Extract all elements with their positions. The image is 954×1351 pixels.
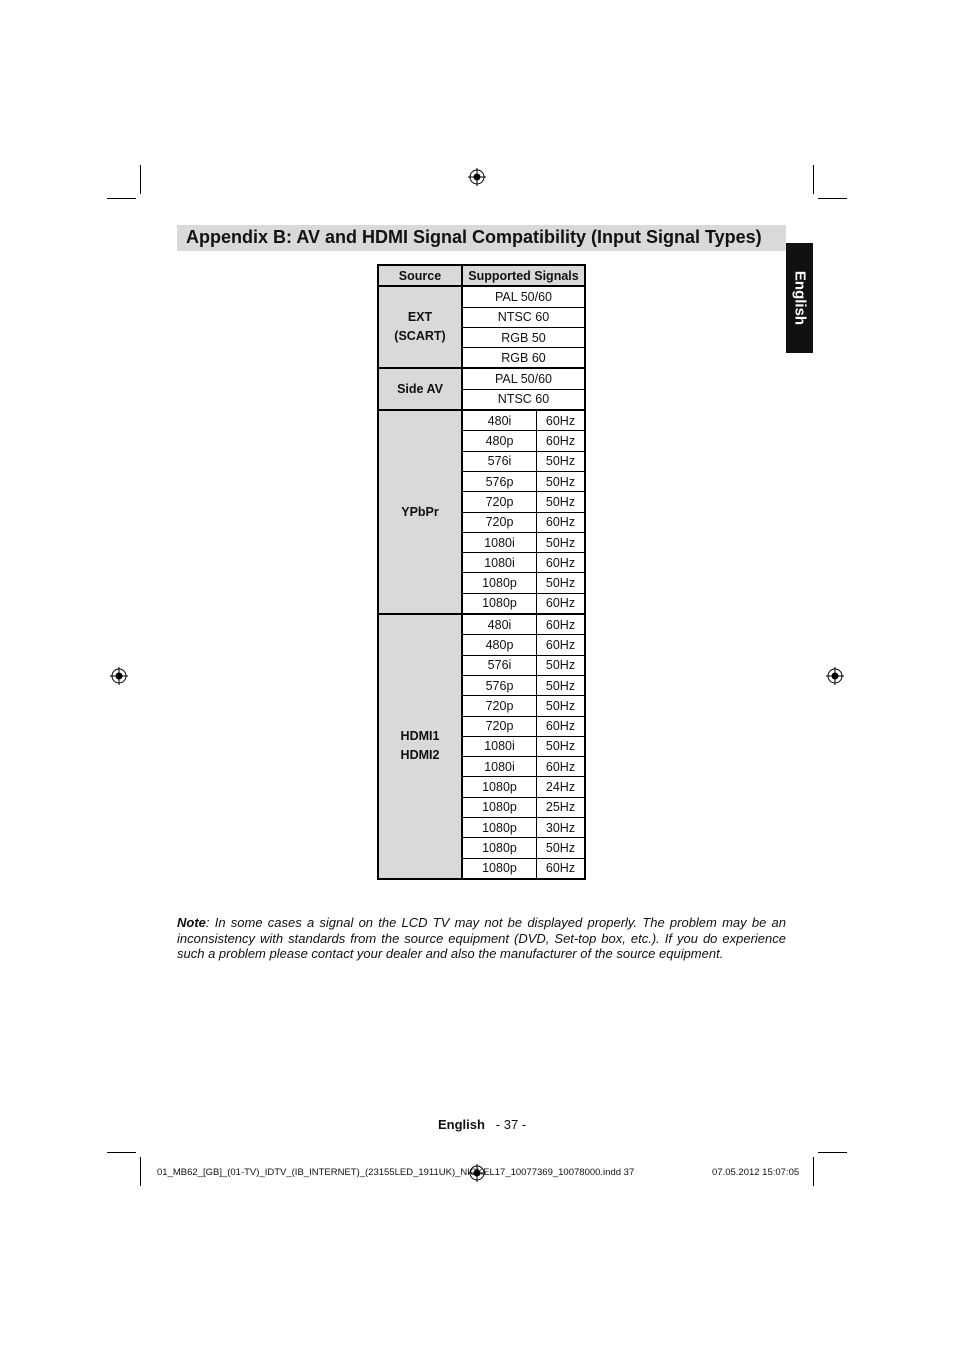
frequency-cell: 50Hz [537,532,586,552]
crop-mark [107,198,136,199]
frequency-cell: 60Hz [537,635,586,655]
source-label: HDMI1 [400,729,440,744]
source-cell [378,410,462,614]
frequency-cell: 60Hz [537,512,586,532]
resolution-cell: 1080p [462,593,537,614]
table-row [378,368,585,389]
resolution-cell: 1080p [462,573,537,593]
page-footer [438,1117,526,1132]
language-tab [786,243,813,353]
registration-mark-icon [826,667,844,685]
footer-language: English [438,1117,485,1132]
resolution-cell: 1080p [462,858,537,879]
crop-mark [140,1157,141,1186]
source-cell [378,614,462,879]
frequency-cell: 50Hz [537,451,586,471]
crop-mark [818,1152,847,1153]
source-label: YPbPr [401,504,439,519]
frequency-cell: 50Hz [537,655,586,675]
table-row [378,614,585,635]
note-paragraph [177,915,786,962]
resolution-cell: 480i [462,410,537,431]
note-text: : In some cases a signal on the LCD TV may not be displayed properly. The problem may be an inconsistency with standards from the source equipment (DVD, Set-top box, etc.). If you do experience such a problem please contact your dealer and also the manufacturer of the source equipment. [177,915,786,961]
frequency-cell: 60Hz [537,614,586,635]
page-number: - 37 - [495,1117,527,1132]
crop-mark [818,198,847,199]
print-slug-file: 01_MB62_[GB]_(01-TV)_IDTV_(IB_INTERNET)_(23155LED_1911UK)_NICKEL17_10077369_10078000.indd 37 [157,1167,635,1178]
frequency-cell: 60Hz [537,431,586,451]
registration-mark-icon [110,667,128,685]
frequency-cell: 60Hz [537,593,586,614]
resolution-cell: 1080i [462,532,537,552]
frequency-cell: 50Hz [537,675,586,695]
signal-cell: RGB 60 [462,348,585,369]
signal-cell: PAL 50/60 [462,368,585,389]
resolution-cell: 720p [462,696,537,716]
page-title: Appendix B: AV and HDMI Signal Compatibility (Input Signal Types) [186,227,762,247]
header-source: Source [378,265,462,286]
frequency-cell: 60Hz [537,716,586,736]
print-slug-date: 07.05.2012 15:07:05 [712,1167,800,1178]
crop-mark [813,1157,814,1186]
frequency-cell: 25Hz [537,797,586,817]
source-label: (SCART) [394,329,446,344]
signal-cell: RGB 50 [462,327,585,347]
source-cell [378,368,462,410]
frequency-cell: 50Hz [537,573,586,593]
header-supported-signals: Supported Signals [462,265,585,286]
resolution-cell: 1080i [462,553,537,573]
frequency-cell: 50Hz [537,696,586,716]
frequency-cell: 50Hz [537,736,586,756]
source-cell [378,286,462,368]
resolution-cell: 1080p [462,797,537,817]
title-bar [177,225,786,251]
resolution-cell: 720p [462,716,537,736]
resolution-cell: 480i [462,614,537,635]
resolution-cell: 1080p [462,818,537,838]
registration-mark-icon [468,168,486,186]
source-label: EXT [407,310,433,325]
resolution-cell: 720p [462,512,537,532]
table-row [378,410,585,431]
source-label: Side AV [397,381,443,396]
resolution-cell: 1080p [462,838,537,858]
resolution-cell: 480p [462,635,537,655]
crop-mark [813,165,814,194]
frequency-cell: 50Hz [537,471,586,491]
note-label: Note [177,915,206,930]
signal-cell: PAL 50/60 [462,286,585,307]
crop-mark [107,1152,136,1153]
resolution-cell: 1080i [462,757,537,777]
frequency-cell: 30Hz [537,818,586,838]
source-label: HDMI2 [400,748,440,763]
resolution-cell: 720p [462,492,537,512]
crop-mark [140,165,141,194]
frequency-cell: 60Hz [537,553,586,573]
frequency-cell: 50Hz [537,492,586,512]
signal-compatibility-table [377,264,586,880]
signal-cell: NTSC 60 [462,389,585,410]
frequency-cell: 24Hz [537,777,586,797]
resolution-cell: 1080i [462,736,537,756]
frequency-cell: 60Hz [537,410,586,431]
frequency-cell: 50Hz [537,838,586,858]
resolution-cell: 576i [462,655,537,675]
frequency-cell: 60Hz [537,757,586,777]
language-tab-label: English [791,270,808,326]
frequency-cell: 60Hz [537,858,586,879]
table-header-row [378,265,585,286]
resolution-cell: 576p [462,471,537,491]
resolution-cell: 576i [462,451,537,471]
resolution-cell: 480p [462,431,537,451]
table-row [378,286,585,307]
signal-cell: NTSC 60 [462,307,585,327]
resolution-cell: 576p [462,675,537,695]
resolution-cell: 1080p [462,777,537,797]
